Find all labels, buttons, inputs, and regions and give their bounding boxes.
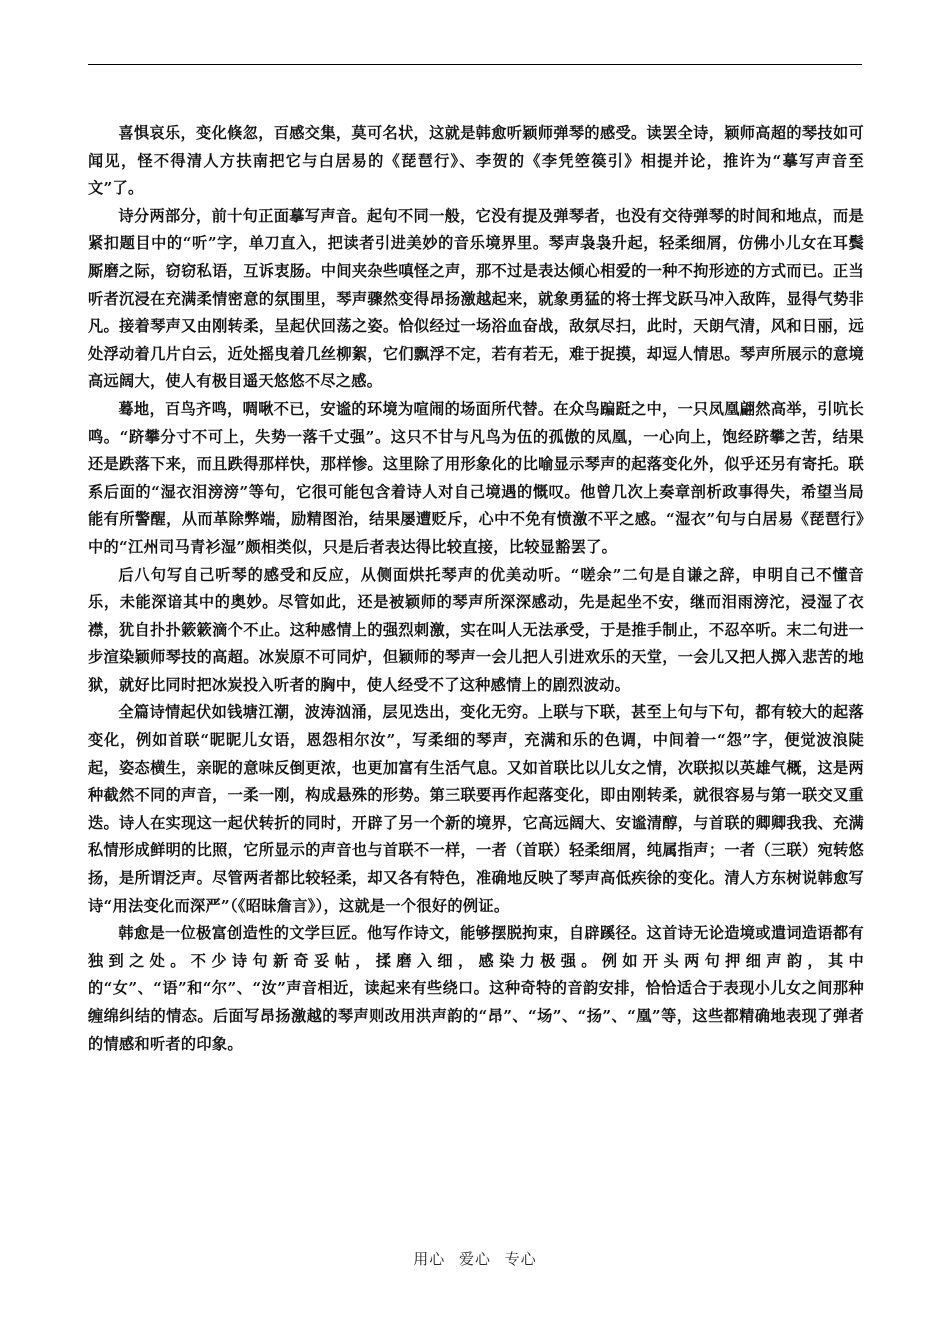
header-rule [88, 64, 862, 65]
paragraph: 喜惧哀乐，变化倏忽，百感交集，莫可名状，这就是韩愈听颖师弹琴的感受。读罢全诗，颖师高超的琴技如可闻见，怪不得清人方扶南把它与白居易的《琵琶行》、李贺的《李凭箜篌引》相提并论，推许为“摹写声音至文”了。 [88, 124, 864, 198]
paragraph: 全篇诗情起伏如钱塘江潮，波涛汹涌，层见迭出，变化无穷。上联与下联，甚至上句与下句，都有较大的起落变化，例如首联“昵昵儿女语，恩怨相尔汝”，写柔细的琴声，充满和乐的色调，中间着一“怨”字，便觉波浪陡起，姿态横生，亲昵的意味反倒更浓，也更加富有生活气息。又如首联比以儿女之情，次联拟以英雄气概，这是两种截然不同的声音，一柔一刚，构成悬殊的形势。第三联要再作起落变化，即由刚转柔，就很容易与第一联交叉重迭。诗人在实现这一起伏转折的同时，开辟了另一个新的境界，它高远阔大、安谧清醇，与首联的卿卿我我、充满私情形成鲜明的比照，它所显示的声音也与首联不一样，一者（首联）轻柔细屑，纯属指声；一者（三联）宛转悠扬，是所谓泛声。尽管两者都比较轻柔，却又各有特色，准确地反映了琴声高低疾徐的变化。清人方东树说韩愈写诗“用法变化而深严”（《昭昧詹言》），这就是一个很好的例证。 [88, 703, 864, 915]
paragraph: 蓦地，百鸟齐鸣，啁啾不已，安谧的环境为喧闹的场面所代替。在众鸟蹁跹之中，一只凤凰翩然高举，引吭长鸣。“跻攀分寸不可上，失势一落千丈强”。这只不甘与凡鸟为伍的孤傲的凤凰，一心向上，饱经跻攀之苦，结果还是跌落下来，而且跌得那样快，那样惨。这里除了用形象化的比喻显示琴声的起落变化外，似乎还另有寄托。联系后面的“湿衣泪滂滂”等句，它很可能包含着诗人对自己境遇的慨叹。他曾几次上奏章剖析政事得失，希望当局能有所警醒，从而革除弊端，励精图治，结果屡遭贬斥，心中不免有愤激不平之感。“湿衣”句与白居易《琵琶行》中的“江州司马青衫湿”颇相类似，只是后者表达得比较直接，比较显豁罢了。 [88, 399, 864, 556]
article-body [88, 120, 864, 1058]
page-footer: 用心 爱心 专心 [413, 1250, 537, 1268]
paragraph: 后八句写自己听琴的感受和反应，从侧面烘托琴声的优美动听。“嗟余”二句是自谦之辞，申明自己不懂音乐，未能深谙其中的奥妙。尽管如此，还是被颖师的琴声所深深感动，先是起坐不安，继而泪雨滂沱，浸湿了衣襟，犹自扑扑簌簌滴个不止。这种感情上的强烈刺激，实在叫人无法承受，于是推手制止，不忍卒听。末二句进一步渲染颖师琴技的高超。冰炭原不可同炉，但颖师的琴声一会儿把人引进欢乐的天堂，一会儿又把人掷入悲苦的地狱，就好比同时把冰炭投入听者的胸中，使人经受不了这种感情上的剧烈波动。 [88, 565, 864, 694]
paragraph: 韩愈是一位极富创造性的文学巨匠。他写作诗文，能够摆脱拘束，自辟蹊径。这首诗无论造境或遣词造语都有独到之处。不少诗句新奇妥帖，揉磨入细，感染力极强。例如开头两句押细声韵，其中的“女”、“语”和“尔”、“汝”声音相近，读起来有些绕口。这种奇特的音韵安排，恰恰适合于表现小儿女之间那种缠绵纠结的情态。后面写昂扬激越的琴声则改用洪声韵的“昂”、“场”、“扬”、“凰”等，这些都精确地表现了弹者的情感和听者的印象。 [88, 924, 864, 1053]
paragraph: 诗分两部分，前十句正面摹写声音。起句不同一般，它没有提及弹琴者，也没有交待弹琴的时间和地点，而是紧扣题目中的“听”字，单刀直入，把读者引进美妙的音乐境界里。琴声袅袅升起，轻柔细屑，仿佛小儿女在耳鬓厮磨之际，窃窃私语，互诉衷肠。中间夹杂些嗔怪之声，那不过是表达倾心相爱的一种不拘形迹的方式而已。正当听者沉浸在充满柔情密意的氛围里，琴声骤然变得昂扬激越起来，就象勇猛的将士挥戈跃马冲入敌阵，显得气势非凡。接着琴声又由刚转柔，呈起伏回荡之姿。恰似经过一场浴血奋战，敌氛尽扫，此时，天朗气清，风和日丽，远处浮动着几片白云，近处摇曳着几丝柳絮，它们飘浮不定，若有若无，难于捉摸，却逗人情思。琴声所展示的意境高远阔大，使人有极目遥天悠悠不尽之感。 [88, 206, 864, 391]
